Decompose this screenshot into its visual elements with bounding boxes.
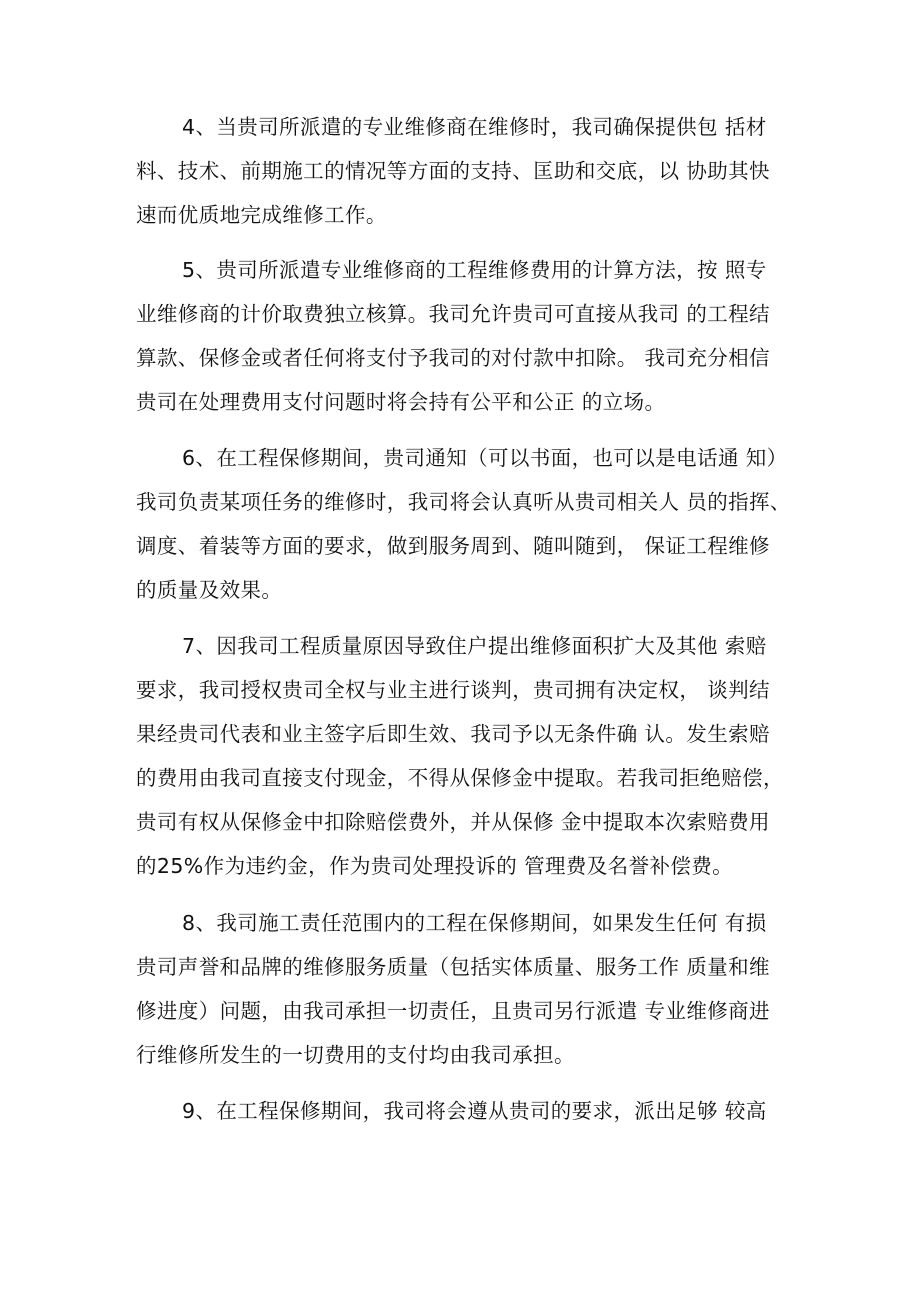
paragraph-line: 5、贵司所派遣专业维修商的工程维修费用的计算方法，按 照专 xyxy=(182,258,767,282)
paragraph-line: 7、因我司工程质量原因导致住户提出维修面积扩大及其他 索赔 xyxy=(182,634,767,658)
paragraph-line: 4、当贵司所派遣的专业维修商在维修时，我司确保提供包 括材 xyxy=(182,115,767,139)
paragraph-line: 果经贵司代表和业主签字后即生效、我司予以无条件确 认。发生索赔 xyxy=(136,722,770,746)
paragraph-line: 算款、保修金或者任何将支付予我司的对付款中扣除。 我司充分相信 xyxy=(136,346,770,370)
paragraph-line: 9、在工程保修期间，我司将会遵从贵司的要求，派出足够 较高 xyxy=(182,1099,767,1123)
paragraph-line: 的费用由我司直接支付现金，不得从保修金中提取。若我司拒绝赔偿， xyxy=(136,766,784,790)
paragraph-line: 的质量及效果。 xyxy=(136,578,283,602)
paragraph-line: 速而优质地完成维修工作。 xyxy=(136,203,387,227)
paragraph-line: 6、在工程保修期间，贵司通知（可以书面，也可以是电话通 知） xyxy=(182,446,788,470)
paragraph-line: 我司负责某项任务的维修时，我司将会认真听从贵司相关人 员的指挥、 xyxy=(136,490,791,514)
paragraph-line: 修进度）问题，由我司承担一切责任，且贵司另行派遣 专业维修商进 xyxy=(136,999,770,1023)
paragraph-line: 料、技术、前期施工的情况等方面的支持、匡助和交底，以 协助其快 xyxy=(136,159,770,183)
paragraph-line: 贵司声誉和品牌的维修服务质量（包括实体质量、服务工作 质量和维 xyxy=(136,955,770,979)
paragraph-line: 业维修商的计价取费独立核算。我司允许贵司可直接从我司 的工程结 xyxy=(136,302,770,326)
paragraph-line: 8、我司施工责任范围内的工程在保修期间，如果发生任何 有损 xyxy=(182,911,767,935)
paragraph-line: 调度、着装等方面的要求，做到服务周到、随叫随到， 保证工程维修 xyxy=(136,534,770,558)
paragraph-line: 要求，我司授权贵司全权与业主进行谈判，贵司拥有决定权， 谈判结 xyxy=(136,678,770,702)
paragraph-line: 的25%作为违约金，作为贵司处理投诉的 管理费及名誉补偿费。 xyxy=(136,854,734,878)
paragraph-line: 贵司有权从保修金中扣除赔偿费外，并从保修 金中提取本次索赔费用 xyxy=(136,810,770,834)
paragraph-line: 行维修所发生的一切费用的支付均由我司承担。 xyxy=(136,1043,575,1067)
paragraph-line: 贵司在处理费用支付问题时将会持有公平和公正 的立场。 xyxy=(136,390,666,414)
